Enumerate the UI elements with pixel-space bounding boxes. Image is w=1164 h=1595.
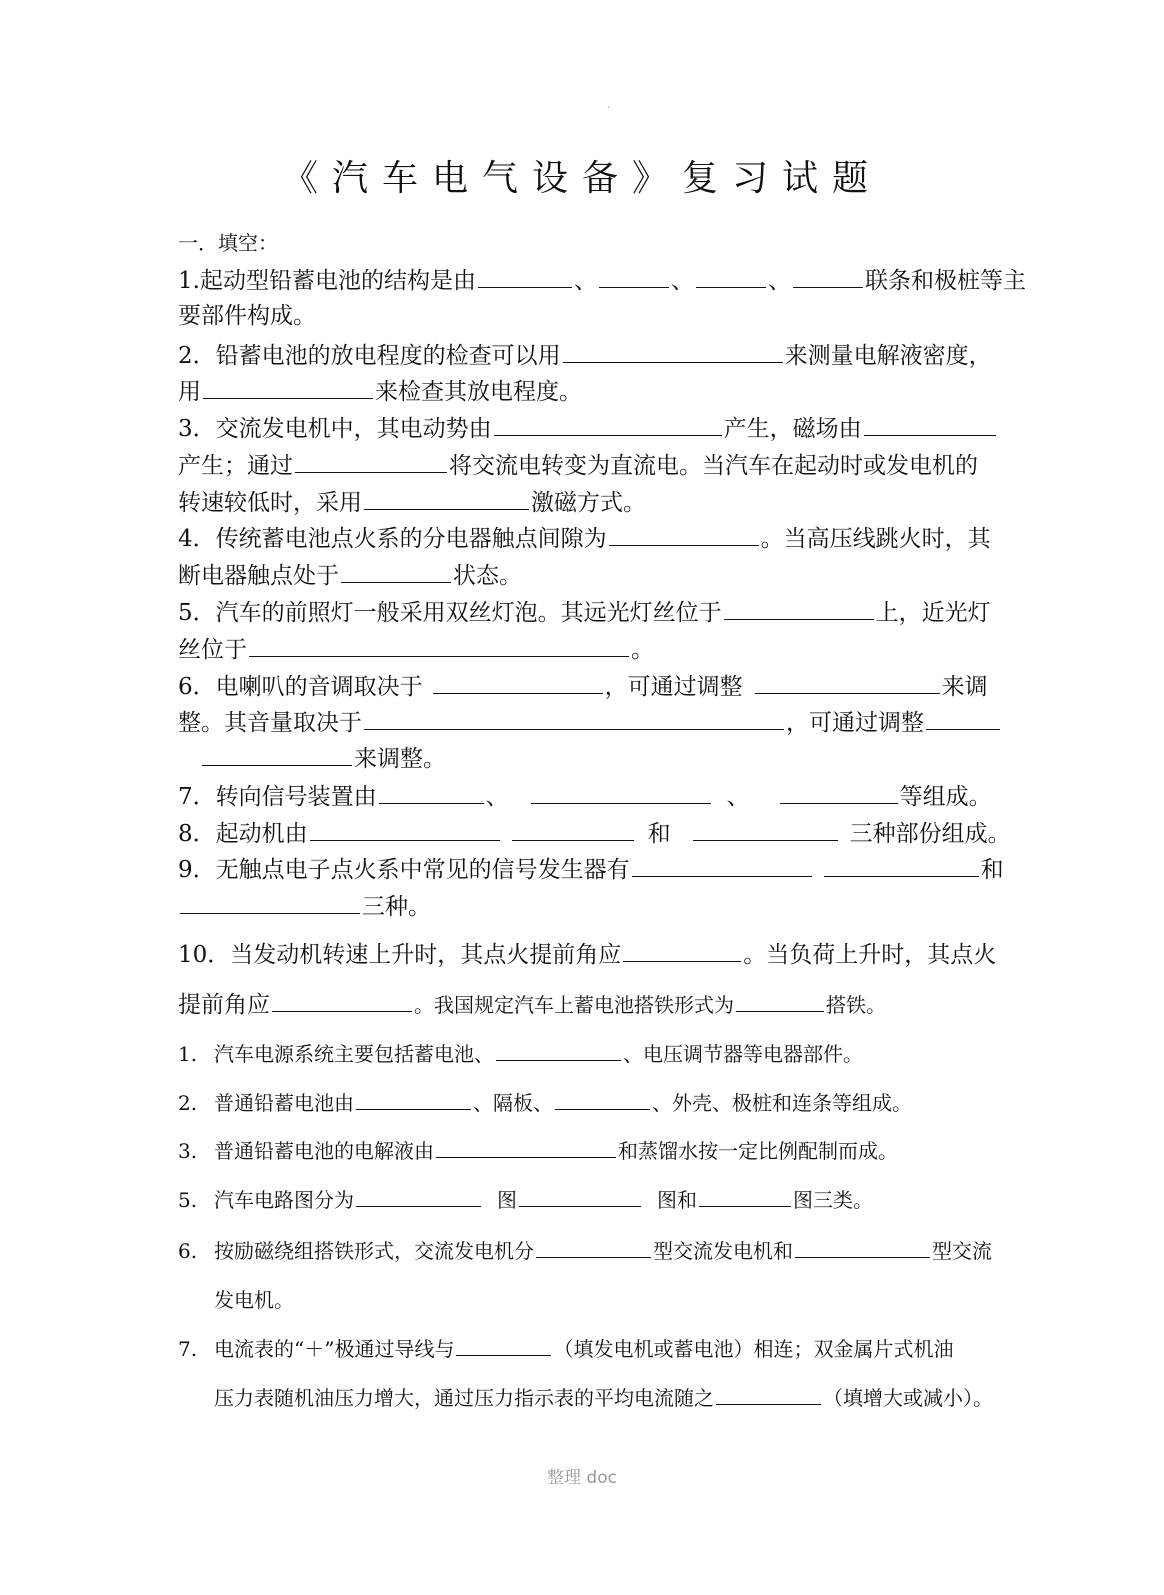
question-text: 用 xyxy=(178,379,201,405)
question-text: 无触点电子点火系中常见的信号发生器有 xyxy=(215,857,630,883)
question-text: 交流发电机中，其电动势由 xyxy=(215,416,492,442)
question-number: 3． xyxy=(178,416,216,442)
answer-blank xyxy=(609,521,759,546)
question-text: 丝位于 xyxy=(178,637,247,663)
item-text: 普通铅蓄电池的电解液由 xyxy=(214,1139,434,1163)
answer-blank xyxy=(536,1236,651,1258)
question-text: 断电器触点处于 xyxy=(178,563,339,589)
answer-blank xyxy=(456,1334,551,1356)
question-text: 状态。 xyxy=(453,563,522,589)
question-5-line-1 xyxy=(178,594,1048,627)
question-5-line-2 xyxy=(178,631,1048,664)
separator: 、 xyxy=(573,268,597,294)
answer-blank xyxy=(780,779,898,804)
item-text: 普通铅蓄电池由 xyxy=(214,1091,354,1115)
question-number: 7． xyxy=(178,784,216,810)
question-1-line-2 xyxy=(178,297,1048,330)
question-10-line-2 xyxy=(178,986,1048,1019)
answer-blank xyxy=(736,987,824,1012)
answer-blank xyxy=(295,448,447,473)
item-text: 图和 xyxy=(657,1188,697,1212)
item-5 xyxy=(178,1184,1048,1213)
question-number: 1. xyxy=(178,268,200,294)
question-3-line-1 xyxy=(178,410,1048,443)
answer-blank xyxy=(824,852,979,877)
question-text: 起动型铅蓄电池的结构是由 xyxy=(199,268,476,294)
question-text: 提前角应 xyxy=(178,992,270,1018)
question-text: 铅蓄电池的放电程度的检查可以用 xyxy=(215,343,561,369)
item-text: 汽车电源系统主要包括蓄电池、 xyxy=(214,1042,494,1066)
question-text: 转速较低时，采用 xyxy=(178,490,362,516)
question-2-line-1 xyxy=(178,337,1048,370)
answer-blank xyxy=(519,1185,641,1207)
answer-blank xyxy=(310,816,500,841)
question-text: 联条和极桩等主 xyxy=(864,268,1026,294)
question-text: 和 xyxy=(647,821,671,847)
answer-blank xyxy=(379,779,484,804)
separator: 、 xyxy=(670,268,694,294)
item-text: 汽车电路图分为 xyxy=(214,1188,354,1212)
answer-blank xyxy=(696,263,766,288)
question-text: 产生，磁场由 xyxy=(723,416,862,442)
answer-blank xyxy=(356,1088,471,1110)
answer-blank xyxy=(864,411,996,436)
item-text: 图 xyxy=(497,1188,517,1212)
item-text: （填增大或减小）。 xyxy=(823,1386,993,1410)
answer-blank xyxy=(926,705,1000,730)
answer-blank xyxy=(555,1088,650,1110)
question-text: 起动机由 xyxy=(215,821,308,847)
question-text: ，可通过调整 xyxy=(604,674,743,700)
answer-blank xyxy=(203,374,373,399)
question-4-line-1 xyxy=(178,520,1048,553)
item-text: 图三类。 xyxy=(793,1188,873,1212)
question-number: 8． xyxy=(178,821,216,847)
question-3-line-2 xyxy=(178,447,1048,480)
question-text: 激磁方式。 xyxy=(531,490,646,516)
item-number: 3. xyxy=(178,1139,198,1163)
question-9-line-2 xyxy=(178,888,1048,921)
item-number: 1. xyxy=(178,1042,198,1066)
item-text: 、隔板、 xyxy=(473,1091,553,1115)
item-number: 2. xyxy=(178,1091,198,1115)
item-text: 型交流 xyxy=(932,1239,992,1263)
answer-blank xyxy=(478,263,572,288)
answer-blank xyxy=(494,411,722,436)
question-text: 三种。 xyxy=(362,894,431,920)
answer-blank xyxy=(341,558,451,583)
item-text: 压力表随机油压力增大，通过压力指示表的平均电流随之 xyxy=(214,1386,714,1410)
question-number: 6． xyxy=(178,674,216,700)
question-text: 。当高压线跳火时，其 xyxy=(760,526,991,552)
question-text: 。我国规定汽车上蓄电池搭铁形式为 xyxy=(414,993,734,1017)
question-text: 传统蓄电池点火系的分电器触点间隙为 xyxy=(215,526,607,552)
answer-blank xyxy=(364,485,529,510)
question-text: 要部件构成。 xyxy=(178,303,316,329)
question-text: 来调整。 xyxy=(354,746,446,772)
item-text: 、电压调节器等电器部件。 xyxy=(623,1042,863,1066)
answer-blank xyxy=(512,816,634,841)
question-text: 汽车的前照灯一般采用双丝灯泡。其远光灯丝位于 xyxy=(215,600,722,626)
item-text: 和蒸馏水按一定比例配制而成。 xyxy=(618,1139,898,1163)
answer-blank xyxy=(693,816,838,841)
answer-blank xyxy=(699,1185,791,1207)
question-text: 产生；通过 xyxy=(178,453,293,479)
item-text: 按励磁绕组搭铁形式，交流发电机分 xyxy=(214,1239,534,1263)
item-6-line-1 xyxy=(178,1235,1048,1264)
item-text: 型交流发电机和 xyxy=(653,1239,793,1263)
section-heading: 一．填空： xyxy=(178,231,278,255)
question-text: 。 xyxy=(631,637,654,663)
item-2 xyxy=(178,1087,1048,1116)
question-text: 上，近光灯 xyxy=(875,600,991,626)
question-text: ，可通过调整 xyxy=(786,710,924,736)
question-number: 9． xyxy=(178,857,216,883)
answer-blank xyxy=(249,632,629,657)
answer-blank xyxy=(599,263,669,288)
item-number: 6. xyxy=(178,1239,198,1263)
answer-blank xyxy=(272,987,412,1012)
question-number: 2． xyxy=(178,343,216,369)
item-7-line-1 xyxy=(178,1333,1048,1362)
question-6-line-3 xyxy=(178,740,1048,773)
question-text: 转向信号装置由 xyxy=(215,784,377,810)
question-text: 三种部份组成。 xyxy=(849,821,1011,847)
answer-blank xyxy=(632,852,812,877)
question-text: 电喇叭的音调取决于 xyxy=(215,674,423,700)
question-1-line-1 xyxy=(178,262,1048,295)
question-text: 等组成。 xyxy=(899,784,992,810)
answer-blank xyxy=(531,779,711,804)
question-10-line-1 xyxy=(178,936,1048,969)
question-8 xyxy=(178,815,1048,848)
answer-blank xyxy=(356,1185,481,1207)
item-1 xyxy=(178,1038,1048,1067)
question-text: 将交流电转变为直流电。当汽车在起动时或发电机的 xyxy=(449,453,978,479)
item-7-line-2 xyxy=(214,1382,993,1411)
question-text: 来检查其放电程度。 xyxy=(375,379,582,405)
answer-blank xyxy=(496,1039,621,1061)
answer-blank xyxy=(436,1136,616,1158)
answer-blank xyxy=(795,1236,930,1258)
answer-blank xyxy=(755,669,940,694)
separator: 、 xyxy=(767,268,791,294)
question-number: 4． xyxy=(178,526,216,552)
item-number: 5. xyxy=(178,1188,198,1212)
question-6-line-1 xyxy=(178,668,1048,701)
answer-blank xyxy=(202,741,352,766)
item-text: 电流表的“＋”极通过导线与 xyxy=(214,1337,455,1361)
item-text: （填发电机或蓄电池）相连；双金属片式机油 xyxy=(553,1337,954,1361)
answer-blank xyxy=(180,889,360,914)
question-text: 整。其音量取决于 xyxy=(178,710,362,736)
question-text: 来测量电解液密度， xyxy=(784,343,992,369)
answer-blank xyxy=(716,1383,821,1405)
page-title: 《汽车电气设备》复习试题 xyxy=(281,158,882,199)
item-6-line-2 xyxy=(214,1284,294,1313)
question-7 xyxy=(178,778,1048,811)
question-text: 和 xyxy=(980,857,1004,883)
question-number: 10． xyxy=(178,942,231,968)
question-text: 搭铁。 xyxy=(826,993,886,1017)
question-2-line-2 xyxy=(178,373,1048,406)
question-4-line-2 xyxy=(178,557,1048,590)
answer-blank xyxy=(563,338,783,363)
question-9-line-1 xyxy=(178,851,1048,884)
question-text: 来调 xyxy=(941,674,988,700)
item-number: 7. xyxy=(178,1337,198,1361)
answer-blank xyxy=(364,705,784,730)
item-3 xyxy=(178,1135,1048,1164)
question-3-line-3 xyxy=(178,484,1048,517)
separator: 、 xyxy=(485,784,509,810)
item-text: 、外壳、极桩和连条等组成。 xyxy=(652,1091,912,1115)
question-text: 当发动机转速上升时，其点火提前角应 xyxy=(230,942,622,968)
answer-blank xyxy=(623,937,741,962)
separator: 、 xyxy=(726,784,750,810)
page-footer: 整理 doc xyxy=(547,1468,617,1488)
answer-blank xyxy=(793,263,863,288)
question-text: 。当负荷上升时，其点火 xyxy=(743,942,997,968)
answer-blank xyxy=(724,595,874,620)
answer-blank xyxy=(433,669,603,694)
question-number: 5． xyxy=(178,600,216,626)
item-text: 发电机。 xyxy=(214,1288,294,1312)
question-6-line-2 xyxy=(178,704,1048,737)
header-dot: . xyxy=(607,100,611,111)
